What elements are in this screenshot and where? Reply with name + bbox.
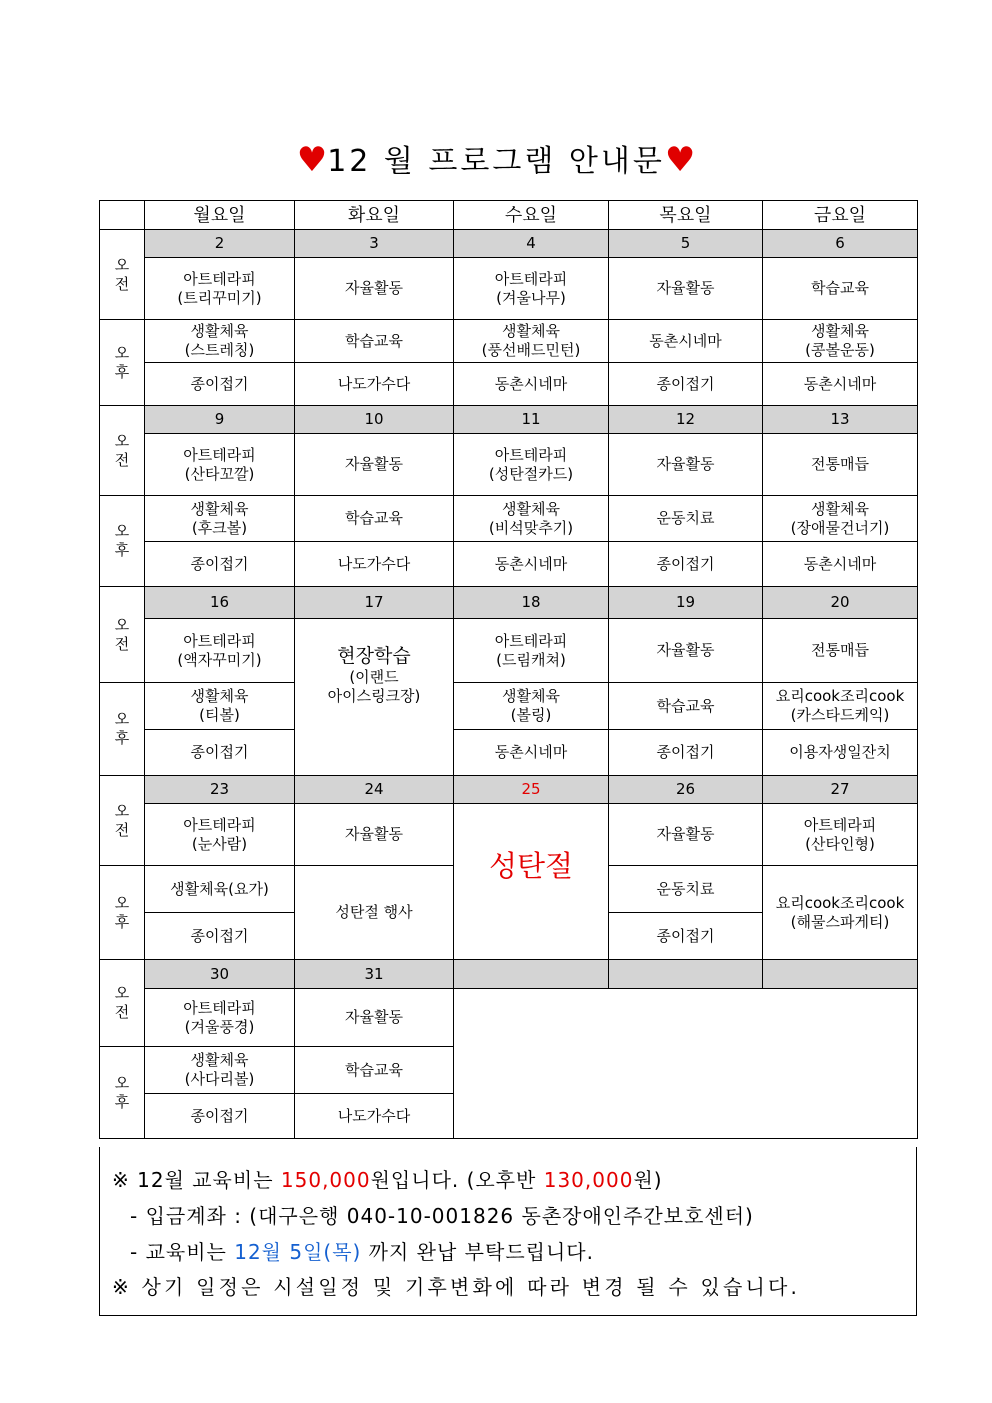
activity-cell: 아트테라피 (성탄절카드) xyxy=(454,434,609,496)
afternoon-label: 오 후 xyxy=(100,320,145,406)
afternoon-row xyxy=(100,683,918,730)
date-cell: 4 xyxy=(454,230,609,258)
date-cell: 10 xyxy=(295,406,454,434)
date-cell: 5 xyxy=(609,230,763,258)
activity-cell: 자율활동 xyxy=(609,434,763,496)
activity-cell: 종이접기 xyxy=(609,542,763,587)
activity-cell: 자율활동 xyxy=(609,258,763,320)
afternoon-row xyxy=(100,496,918,542)
weekday-header-row xyxy=(100,201,918,230)
afternoon-row xyxy=(100,363,918,406)
date-row xyxy=(100,960,918,989)
activity-cell: 종이접기 xyxy=(609,363,763,406)
christmas-label: 성탄절 xyxy=(488,848,574,883)
bank-account: - 입금계좌 : (대구은행 040-10-001826 동촌장애인주간보호센터) xyxy=(130,1204,754,1228)
date-row xyxy=(100,776,918,804)
cooking-cell: 요리cook조리cook (해물스파게티) xyxy=(763,866,918,960)
date-cell: 13 xyxy=(763,406,918,434)
activity-cell: 동촌시네마 xyxy=(609,320,763,363)
morning-row xyxy=(100,619,918,683)
activity-cell: 아트테라피 (눈사람) xyxy=(145,804,295,866)
activity-cell: 운동치료 xyxy=(609,496,763,542)
activity-cell: 종이접기 xyxy=(609,913,763,960)
date-cell: 12 xyxy=(609,406,763,434)
activity-cell: 학습교육 xyxy=(295,496,454,542)
activity-cell: 동촌시네마 xyxy=(454,363,609,406)
date-row xyxy=(100,230,918,258)
notice-box xyxy=(99,1147,917,1316)
afternoon-row xyxy=(100,320,918,363)
activity-cell: 운동치료 xyxy=(609,866,763,913)
afternoon-label: 오 후 xyxy=(100,1047,145,1139)
activity-cell: 종이접기 xyxy=(145,363,295,406)
afternoon-row xyxy=(100,730,918,776)
morning-label: 오 전 xyxy=(100,587,145,683)
afternoon-row xyxy=(100,542,918,587)
date-cell: 20 xyxy=(763,587,918,619)
activity-cell: 종이접기 xyxy=(145,730,295,776)
activity-cell: 종이접기 xyxy=(145,1094,295,1139)
activity-cell: 아트테라피 (드림캐쳐) xyxy=(454,619,609,683)
morning-label: 오 전 xyxy=(100,776,145,866)
activity-cell: 생활체육 (스트레칭) xyxy=(145,320,295,363)
date-cell: 18 xyxy=(454,587,609,619)
date-cell: 30 xyxy=(145,960,295,989)
fee-notice: ※ 12월 교육비는 150,000원입니다. (오후반 130,000원) xyxy=(112,1168,663,1192)
activity-cell: 아트테라피 (산타꼬깔) xyxy=(145,434,295,496)
heart-icon: ♥ xyxy=(664,140,696,180)
date-cell: 31 xyxy=(295,960,454,989)
activity-cell: 아트테라피 (겨울나무) xyxy=(454,258,609,320)
afternoon-label: 오 후 xyxy=(100,683,145,776)
morning-label: 오 전 xyxy=(100,406,145,496)
activity-cell: 생활체육 (볼링) xyxy=(454,683,609,730)
date-cell: 11 xyxy=(454,406,609,434)
date-cell: 16 xyxy=(145,587,295,619)
schedule-change-notice: ※ 상기 일정은 시설일정 및 기후변화에 따라 변경 될 수 있습니다. xyxy=(112,1275,801,1299)
date-cell xyxy=(609,960,763,989)
date-cell xyxy=(763,960,918,989)
activity-cell: 이용자생일잔치 xyxy=(763,730,918,776)
christmas-event-cell: 성탄절 행사 xyxy=(295,866,454,960)
activity-cell: 아트테라피 (겨울풍경) xyxy=(145,989,295,1047)
date-cell: 3 xyxy=(295,230,454,258)
date-cell: 24 xyxy=(295,776,454,804)
date-cell: 23 xyxy=(145,776,295,804)
morning-label: 오 전 xyxy=(100,960,145,1047)
activity-cell: 자율활동 xyxy=(609,619,763,683)
morning-row xyxy=(100,804,918,866)
activity-cell: 생활체육 (사다리볼) xyxy=(145,1047,295,1094)
activity-cell: 동촌시네마 xyxy=(763,542,918,587)
date-cell: 19 xyxy=(609,587,763,619)
activity-cell: 학습교육 xyxy=(609,683,763,730)
date-cell: 9 xyxy=(145,406,295,434)
activity-cell: 동촌시네마 xyxy=(454,730,609,776)
date-cell: 27 xyxy=(763,776,918,804)
field-trip-cell: 현장학습 (이랜드 아이스링크장) xyxy=(295,619,454,776)
activity-cell: 생활체육 (티볼) xyxy=(145,683,295,730)
afternoon-label: 오 후 xyxy=(100,496,145,587)
activity-cell: 생활체육 (비석맞추기) xyxy=(454,496,609,542)
weekday-header: 목요일 xyxy=(609,201,763,230)
activity-cell: 종이접기 xyxy=(609,730,763,776)
activity-cell: 요리cook조리cook (카스타드케익) xyxy=(763,683,918,730)
activity-cell: 아트테라피 (트리꾸미기) xyxy=(145,258,295,320)
date-cell: 2 xyxy=(145,230,295,258)
activity-cell: 동촌시네마 xyxy=(763,363,918,406)
weekday-header: 화요일 xyxy=(295,201,454,230)
weekday-header: 수요일 xyxy=(454,201,609,230)
activity-cell: 생활체육 (장애물건너기) xyxy=(763,496,918,542)
activity-cell: 동촌시네마 xyxy=(454,542,609,587)
activity-cell: 종이접기 xyxy=(145,542,295,587)
activity-cell: 자율활동 xyxy=(295,258,454,320)
corner-cell xyxy=(100,201,145,230)
activity-cell: 생활체육 (풍선배드민턴) xyxy=(454,320,609,363)
empty-block xyxy=(454,989,918,1139)
morning-label: 오 전 xyxy=(100,230,145,320)
activity-cell: 자율활동 xyxy=(295,434,454,496)
morning-row xyxy=(100,989,918,1047)
date-row xyxy=(100,587,918,619)
activity-cell: 아트테라피 (액자꾸미기) xyxy=(145,619,295,683)
heart-icon: ♥ xyxy=(296,140,328,180)
morning-row xyxy=(100,258,918,320)
page-title xyxy=(0,138,992,182)
activity-cell: 나도가수다 xyxy=(295,1094,454,1139)
activity-cell: 전통매듭 xyxy=(763,434,918,496)
weekday-header: 금요일 xyxy=(763,201,918,230)
schedule-table xyxy=(99,200,918,1139)
activity-cell: 학습교육 xyxy=(763,258,918,320)
title-text: 12 월 프로그램 안내문 xyxy=(327,144,665,179)
payment-deadline: - 교육비는 12월 5일(목) 까지 완납 부탁드립니다. xyxy=(130,1240,594,1264)
activity-cell: 학습교육 xyxy=(295,1047,454,1094)
weekday-header: 월요일 xyxy=(145,201,295,230)
activity-cell: 종이접기 xyxy=(145,913,295,960)
activity-cell: 아트테라피 (산타인형) xyxy=(763,804,918,866)
date-cell: 6 xyxy=(763,230,918,258)
date-row xyxy=(100,406,918,434)
activity-cell: 생활체육(요가) xyxy=(145,866,295,913)
activity-cell: 나도가수다 xyxy=(295,363,454,406)
activity-cell: 생활체육 (후크볼) xyxy=(145,496,295,542)
date-cell xyxy=(454,960,609,989)
date-cell: 17 xyxy=(295,587,454,619)
christmas-cell xyxy=(454,804,609,960)
activity-cell: 학습교육 xyxy=(295,320,454,363)
afternoon-label: 오 후 xyxy=(100,866,145,960)
activity-cell: 전통매듭 xyxy=(763,619,918,683)
holiday-date-cell: 25 xyxy=(454,776,609,804)
activity-cell: 자율활동 xyxy=(295,804,454,866)
date-cell: 26 xyxy=(609,776,763,804)
activity-cell: 생활체육 (콩볼운동) xyxy=(763,320,918,363)
activity-cell: 자율활동 xyxy=(295,989,454,1047)
activity-cell: 자율활동 xyxy=(609,804,763,866)
activity-cell: 나도가수다 xyxy=(295,542,454,587)
morning-row xyxy=(100,434,918,496)
